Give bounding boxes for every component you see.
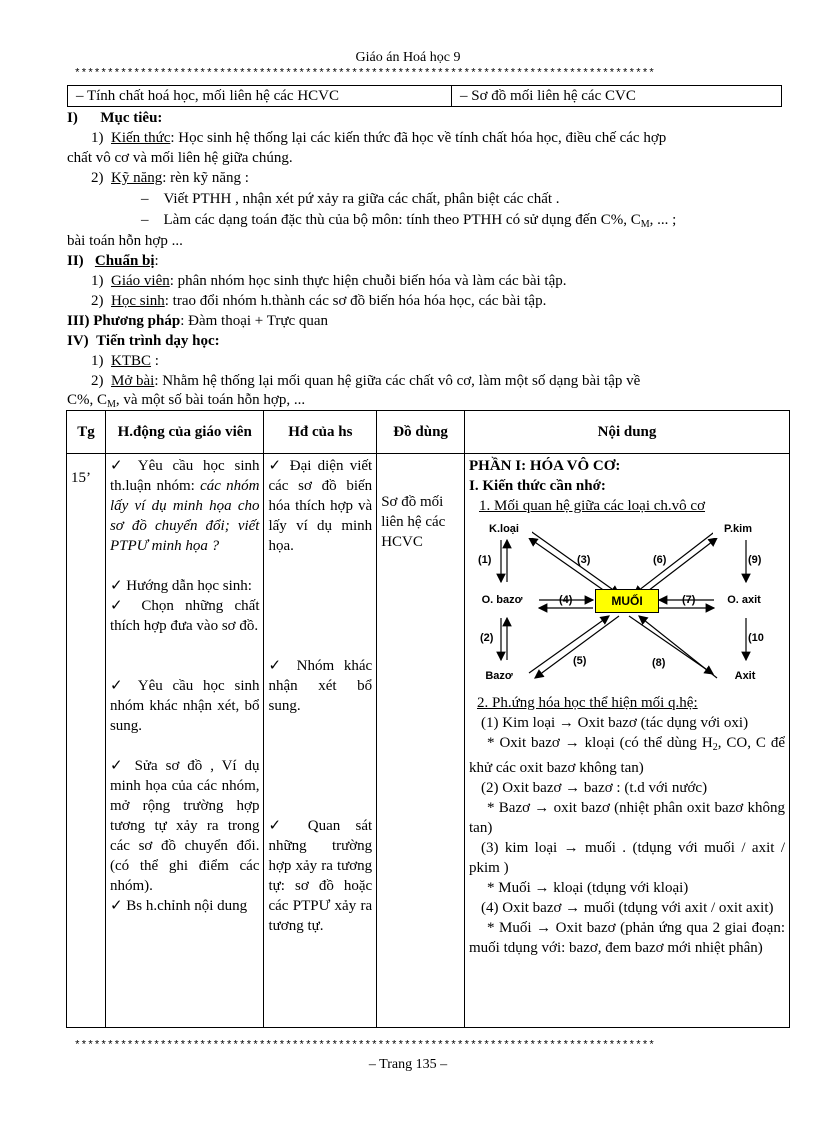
table-row [67,454,790,1028]
nd-line-7: (4) Oxit bazơ → muối (tdụng với axit / oxit axit) [481,900,774,916]
mo-bai-line-2: C%, $C_M$, và một số bài toán hỗn hợp, ... [67,392,306,410]
table-header-row [67,411,790,454]
lesson-table [66,410,790,1028]
section-1-heading: I) Mục tiêu: [67,110,163,126]
ky-nang-bullet-2: – Làm các dạng toán đặc thù của bộ môn: tính theo PTHH có sử dụng đến C%, $C_M$, ... ; [141,212,677,230]
label-6: (6) [653,554,667,566]
nd-line-1: (1) Kim loại → Oxit bazơ (tác dụng với oxi) [481,715,749,731]
header-stars: **************************************************************************************** [74,68,655,80]
arrow-6-in [634,530,717,594]
cell-content [465,454,790,1028]
arrow-3-in [529,530,619,594]
node-phi-kim: P.kim [713,520,763,538]
relationship-diagram [469,518,775,693]
label-4: (4) [559,594,573,606]
gv-p4: ✓ Yêu cầu học sinh nhóm khác nhận xét, bổ sung. [109,678,260,734]
node-bazo: Bazơ [479,667,519,685]
nd-line-5: (3) kim loại → muối . (tdụng với muối / axit / pkim ) [469,840,785,876]
hoc-sinh-line: 2) Học sinh: trao đổi nhóm h.thành các sơ đồ biến hóa hóa học, các bài tập. [91,293,547,309]
ky-nang-line: 2) Kỹ năng: rèn kỹ năng : [91,170,249,186]
hs-p1: ✓ Đại diện viết các sơ đồ biến hóa thích hợp và lấy ví dụ minh họa. [268,458,373,554]
node-kim-loai: K.loại [476,520,532,538]
label-9: (9) [748,554,762,566]
cell-materials [377,454,465,1028]
header-hs: Hđ của hs [264,411,377,454]
label-8: (8) [652,657,666,669]
gv-p3: ✓ Chọn những chất thích hợp đưa vào sơ đồ. [109,598,260,634]
node-muoi: MUỐI [595,589,659,613]
label-7: (7) [682,594,696,606]
cell-time: 15’ [67,454,106,1028]
gv-p5: ✓ Sửa sơ đồ , Ví dụ minh họa của các nhóm, mở rộng trường hợp tương tự xảy ra trong các sơ đồ chuyển đổi. (có thể ghi điểm các nhóm). [109,758,260,894]
top-cell-left: – Tính chất hoá học, mối liên hệ các HCVC [68,86,452,106]
gv-p2: ✓ Hướng dẫn học sinh: [109,578,252,594]
header-noidung: Nội dung [465,411,790,454]
label-10: (10 [748,632,764,644]
nd-heading-2: 2. Ph.ứng hóa học thể hiện mối q.hệ: [477,695,698,711]
arrow-3-out [529,538,609,594]
cell-student-activity [264,454,377,1028]
top-summary-table [67,85,782,107]
dodung-text: Sơ đồ mối liên hệ các HCVC [381,494,446,550]
kien-thuc-line-2: chất vô cơ và mối liên hệ giữa chúng. [67,150,293,166]
nd-line-4: * Bazơ → oxit bazơ (nhiệt phân oxit bazơ không tan) [469,800,785,836]
arrow-8-out [629,616,713,674]
top-cell-right: – Sơ đồ mối liên hệ các CVC [460,88,636,104]
page-header-title: Giáo án Hoá học 9 [355,50,461,65]
ky-nang-bullet-2-cont: bài toán hỗn hợp ... [67,233,183,249]
giao-vien-line: 1) Giáo viên: phân nhóm học sinh thực hiện chuỗi biến hóa và làm các bài tập. [91,273,567,289]
label-5: (5) [573,655,587,667]
ktbc-line: 1) KTBC : [91,353,159,369]
header-dodung: Đồ dùng [377,411,465,454]
label-1: (1) [478,554,492,566]
nd-line-2: * Oxit bazơ → kloại (có thể dùng $H_2$, CO, C để khử các oxit bazơ không tan) [469,735,786,776]
hs-p3: ✓ Quan sát những trường hợp xảy ra tương tự: sơ đồ hoặc các PTPƯ xảy ra tương tự. [268,818,373,934]
ky-nang-bullet-1: – Viết PTHH , nhận xét pứ xảy ra giữa các chất, phân biệt các chất . [141,191,560,207]
kien-thuc-line: 1) Kiến thức: Học sinh hệ thống lại các kiến thức đã học về tính chất hóa học, điều chế các hợp [91,130,667,146]
nd-line-3: (2) Oxit bazơ → bazơ : (t.d với nước) [481,780,708,796]
nd-heading-1: 1. Mối quan hệ giữa các loại ch.vô cơ [479,498,706,514]
label-3: (3) [577,554,591,566]
mo-bai-line: 2) Mở bài: Nhằm hệ thống lại mối quan hệ giữa các chất vô cơ, làm một số dạng bài tập về [91,373,641,389]
nd-section: I. Kiến thức cần nhớ: [469,478,606,494]
gv-p1: ✓ Yêu cầu học sinh th.luận nhóm: các nhóm lấy ví dụ minh họa cho sơ đồ chuyển đổi; viết PTPƯ minh họa ? [109,458,260,554]
section-3-heading: III) Phương pháp: Đàm thoại + Trực quan [67,313,329,329]
nd-part: PHẦN I: HÓA VÔ CƠ: [469,458,621,474]
gv-p6: ✓ Bs h.chỉnh nội dung [109,898,248,914]
node-oxit-axit: O. axit [717,591,771,609]
hs-p2: ✓ Nhóm khác nhận xét bổ sung. [268,658,373,714]
nd-line-8: * Muối → Oxit bazơ (phản ứng qua 2 giai đoạn: muối tdụng với: bazơ, đem bazơ mới nhiệt phân) [469,920,785,956]
cell-teacher-activity [105,454,264,1028]
nd-line-6: * Muối → kloại (tdụng với kloại) [487,880,689,896]
node-axit: Axit [725,667,765,685]
section-2-heading: II) Chuẩn bị: [67,253,159,269]
header-gv: H.động của giáo viên [105,411,264,454]
footer-stars: **************************************************************************************** [74,1040,655,1052]
section-4-heading: IV) Tiến trình dạy học: [67,333,220,349]
page-number: – Trang 135 – [368,1057,448,1072]
arrow-5-in [529,616,609,673]
node-oxit-bazo: O. bazơ [471,591,533,609]
header-tg: Tg [67,411,106,454]
label-2: (2) [480,632,494,644]
